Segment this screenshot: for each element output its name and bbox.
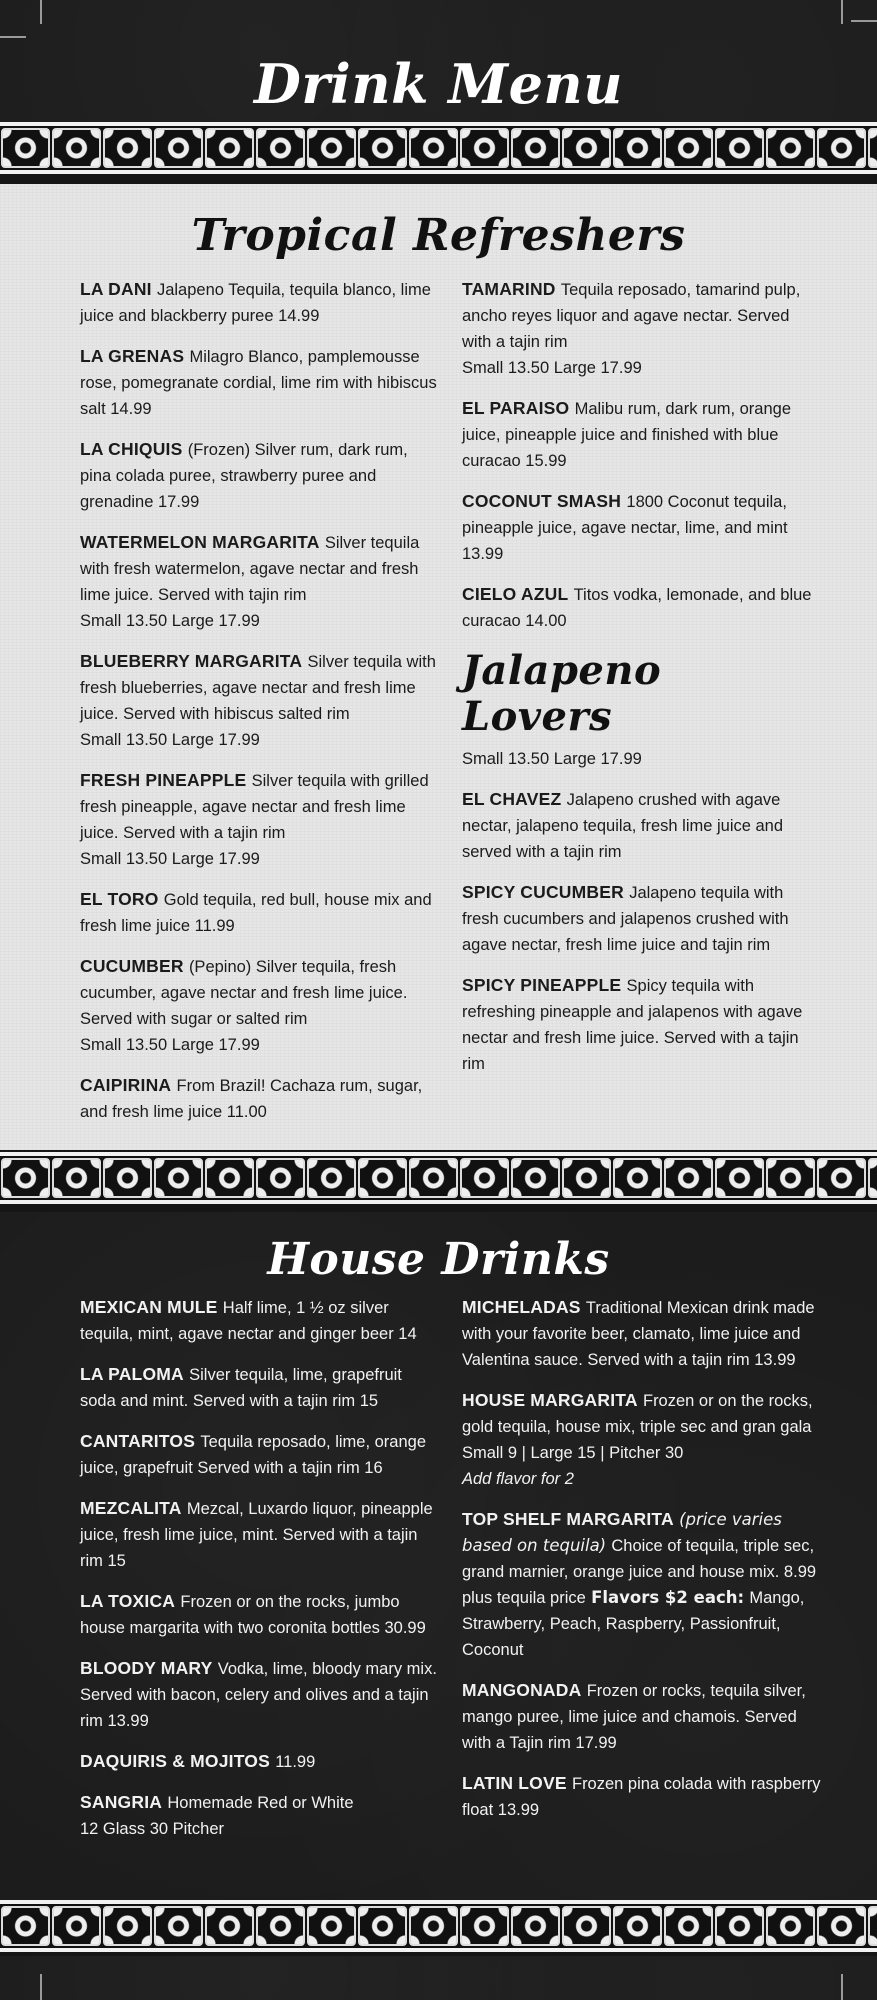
ornament-tile bbox=[613, 1906, 662, 1946]
menu-item: TOP SHELF MARGARITA (price varies based on tequila) Choice of tequila, triple sec, grand marnier, orange juice and house mix. 8.99 plus tequila price Flavors $2 each: Mango, Strawberry, Peach, Raspberry, Passionfruit, Coconut bbox=[462, 1509, 817, 1659]
menu-item: COCONUT SMASH 1800 Coconut tequila, pineapple juice, agave nectar, lime, and mint 13.99 bbox=[462, 491, 788, 563]
tropical-section bbox=[0, 184, 877, 1150]
ornament-tile bbox=[766, 1158, 815, 1198]
ornament-tile bbox=[460, 128, 509, 168]
ornament-tile bbox=[154, 1906, 203, 1946]
menu-item: LA PALOMA Silver tequila, lime, grapefruit soda and mint. Served with a tajin rim 15 bbox=[80, 1364, 402, 1410]
menu-item: CANTARITOS Tequila reposado, lime, orange juice, grapefruit Served with a tajin rim 16 bbox=[80, 1431, 427, 1477]
ornament-tile bbox=[511, 1158, 560, 1198]
menu-item: CIELO AZUL Titos vodka, lemonade, and blue curacao 14.00 bbox=[462, 584, 812, 630]
ornament-tile bbox=[817, 1906, 866, 1946]
menu-item: SANGRIA Homemade Red or White 12 Glass 30 Pitcher bbox=[80, 1792, 354, 1838]
header-section bbox=[0, 0, 877, 124]
ornament-tile bbox=[1, 128, 50, 168]
footer-section bbox=[0, 1956, 877, 2000]
ornament-tile bbox=[715, 128, 764, 168]
ornament-tile bbox=[409, 1158, 458, 1198]
house-title: House Drinks bbox=[267, 1234, 610, 1285]
decorative-border bbox=[0, 1152, 877, 1204]
ornament-tile bbox=[154, 1158, 203, 1198]
menu-item: LA CHIQUIS (Frozen) Silver rum, dark rum, pina colada puree, strawberry puree and grenadine 17.99 bbox=[80, 439, 408, 511]
ornament-tile bbox=[715, 1906, 764, 1946]
ornament-tile bbox=[307, 1158, 356, 1198]
house-section bbox=[0, 1212, 877, 1900]
menu-item: EL CHAVEZ Jalapeno crushed with agave nectar, jalapeno tequila, fresh lime juice and served with a tajin rim bbox=[462, 789, 784, 861]
menu-item: EL TORO Gold tequila, red bull, house mix and fresh lime juice 11.99 bbox=[80, 889, 432, 935]
jalapeno-price: Small 13.50 Large 17.99 bbox=[462, 750, 642, 768]
ornament-tile bbox=[817, 128, 866, 168]
crop-mark bbox=[40, 0, 42, 24]
ornament-tile bbox=[664, 1158, 713, 1198]
ornament-tile bbox=[817, 1158, 866, 1198]
menu-item: EL PARAISO Malibu rum, dark rum, orange juice, pineapple juice and finished with blue curacao 15.99 bbox=[462, 398, 792, 470]
tropical-left-column bbox=[80, 276, 440, 1139]
ornament-tile bbox=[613, 1158, 662, 1198]
menu-item: FRESH PINEAPPLE Silver tequila with grilled fresh pineapple, agave nectar and fresh lime juice. Served with a tajin rim Small 13.50 Large 17.99 bbox=[80, 770, 429, 868]
ornament-tile bbox=[52, 1158, 101, 1198]
ornament-tile bbox=[358, 1158, 407, 1198]
menu-item: HOUSE MARGARITA Frozen or on the rocks, gold tequila, house mix, triple sec and gran gala Small 9 | Large 15 | Pitcher 30 Add flavor for 2 bbox=[462, 1390, 813, 1488]
ornament-tile bbox=[307, 1906, 356, 1946]
menu-item: SPICY PINEAPPLE Spicy tequila with refreshing pineapple and jalapenos with agave nectar and fresh lime juice. Served with a tajin rim bbox=[462, 975, 803, 1073]
ornament-tile bbox=[613, 128, 662, 168]
menu-item: MEZCALITA Mezcal, Luxardo liquor, pineapple juice, fresh lime juice, mint. Served with a tajin rim 15 bbox=[80, 1498, 433, 1570]
crop-mark bbox=[841, 0, 843, 24]
ornament-tile bbox=[1, 1158, 50, 1198]
ornament-tile bbox=[256, 1906, 305, 1946]
ornament-tile bbox=[868, 1158, 877, 1198]
ornament-tile bbox=[409, 1906, 458, 1946]
ornament-tile bbox=[409, 128, 458, 168]
ornament-tile bbox=[103, 128, 152, 168]
tropical-right-column bbox=[462, 276, 822, 1091]
ornament-tile bbox=[103, 1158, 152, 1198]
menu-item: CAIPIRINA From Brazil! Cachaza rum, sugar, and fresh lime juice 11.00 bbox=[80, 1075, 423, 1121]
ornament-tile bbox=[664, 1906, 713, 1946]
menu-item: SPICY CUCUMBER Jalapeno tequila with fresh cucumbers and jalapenos crushed with agave nectar, fresh lime juice and tajin rim bbox=[462, 882, 789, 954]
house-left-column bbox=[80, 1294, 440, 1856]
ornament-tile bbox=[562, 1906, 611, 1946]
ornament-tile bbox=[358, 1906, 407, 1946]
ornament-tile bbox=[256, 1158, 305, 1198]
ornament-tile bbox=[307, 128, 356, 168]
ornament-tile bbox=[460, 1158, 509, 1198]
ornament-tile bbox=[562, 128, 611, 168]
ornament-tile bbox=[868, 128, 877, 168]
ornament-tile bbox=[103, 1906, 152, 1946]
ornament-tile bbox=[511, 1906, 560, 1946]
menu-item: LA TOXICA Frozen or on the rocks, jumbo house margarita with two coronita bottles 30.99 bbox=[80, 1591, 426, 1637]
crop-mark bbox=[0, 36, 26, 38]
menu-item: MEXICAN MULE Half lime, 1 ½ oz silver tequila, mint, agave nectar and ginger beer 14 bbox=[80, 1297, 417, 1343]
decorative-border bbox=[0, 1900, 877, 1952]
menu-item: LA GRENAS Milagro Blanco, pamplemousse rose, pomegranate cordial, lime rim with hibiscus salt 14.99 bbox=[80, 346, 437, 418]
tropical-title: Tropical Refreshers bbox=[191, 210, 686, 261]
jalapeno-title-line1: Jalapeno bbox=[462, 647, 662, 694]
ornament-tile bbox=[154, 128, 203, 168]
ornament-tile bbox=[562, 1158, 611, 1198]
ornament-tile bbox=[766, 1906, 815, 1946]
ornament-tile bbox=[766, 128, 815, 168]
crop-mark bbox=[40, 1974, 42, 2000]
menu-item: CUCUMBER (Pepino) Silver tequila, fresh cucumber, agave nectar and fresh lime juice. Served with sugar or salted rim Small 13.50 Large 17.99 bbox=[80, 956, 408, 1054]
menu-item: BLOODY MARY Vodka, lime, bloody mary mix. Served with bacon, celery and olives and a tajin rim 13.99 bbox=[80, 1658, 437, 1730]
house-right-column bbox=[462, 1294, 822, 1837]
ornament-tile bbox=[664, 128, 713, 168]
ornament-tile bbox=[868, 1906, 877, 1946]
menu-item: LATIN LOVE Frozen pina colada with raspberry float 13.99 bbox=[462, 1773, 821, 1819]
menu-item: WATERMELON MARGARITA Silver tequila with fresh watermelon, agave nectar and fresh lime juice. Served with tajin rim Small 13.50 Large 17.99 bbox=[80, 532, 420, 630]
decorative-border bbox=[0, 122, 877, 174]
menu-title: Drink Menu bbox=[254, 52, 623, 116]
menu-item: BLUEBERRY MARGARITA Silver tequila with fresh blueberries, agave nectar and fresh lime juice. Served with hibiscus salted rim Small 13.50 Large 17.99 bbox=[80, 651, 436, 749]
menu-item: LA DANI Jalapeno Tequila, tequila blanco, lime juice and blackberry puree 14.99 bbox=[80, 279, 431, 325]
crop-mark bbox=[841, 1974, 843, 2000]
jalapeno-title bbox=[462, 648, 822, 740]
ornament-tile bbox=[205, 128, 254, 168]
ornament-tile bbox=[256, 128, 305, 168]
ornament-tile bbox=[715, 1158, 764, 1198]
menu-item: DAQUIRIS & MOJITOS 11.99 bbox=[80, 1751, 316, 1771]
ornament-tile bbox=[358, 128, 407, 168]
ornament-tile bbox=[460, 1906, 509, 1946]
ornament-tile bbox=[205, 1906, 254, 1946]
menu-item: MANGONADA Frozen or rocks, tequila silver, mango puree, lime juice and chamois. Served with a Tajin rim 17.99 bbox=[462, 1680, 806, 1752]
ornament-tile bbox=[205, 1158, 254, 1198]
crop-mark bbox=[851, 20, 877, 22]
ornament-tile bbox=[52, 128, 101, 168]
ornament-tile bbox=[52, 1906, 101, 1946]
jalapeno-title-line2: Lovers bbox=[462, 693, 613, 740]
menu-item: TAMARIND Tequila reposado, tamarind pulp, ancho reyes liquor and agave nectar. Served with a tajin rim Small 13.50 Large 17.99 bbox=[462, 279, 801, 377]
menu-item: MICHELADAS Traditional Mexican drink made with your favorite beer, clamato, lime juice and Valentina sauce. Served with a tajin rim 13.99 bbox=[462, 1297, 815, 1369]
ornament-tile bbox=[511, 128, 560, 168]
ornament-tile bbox=[1, 1906, 50, 1946]
